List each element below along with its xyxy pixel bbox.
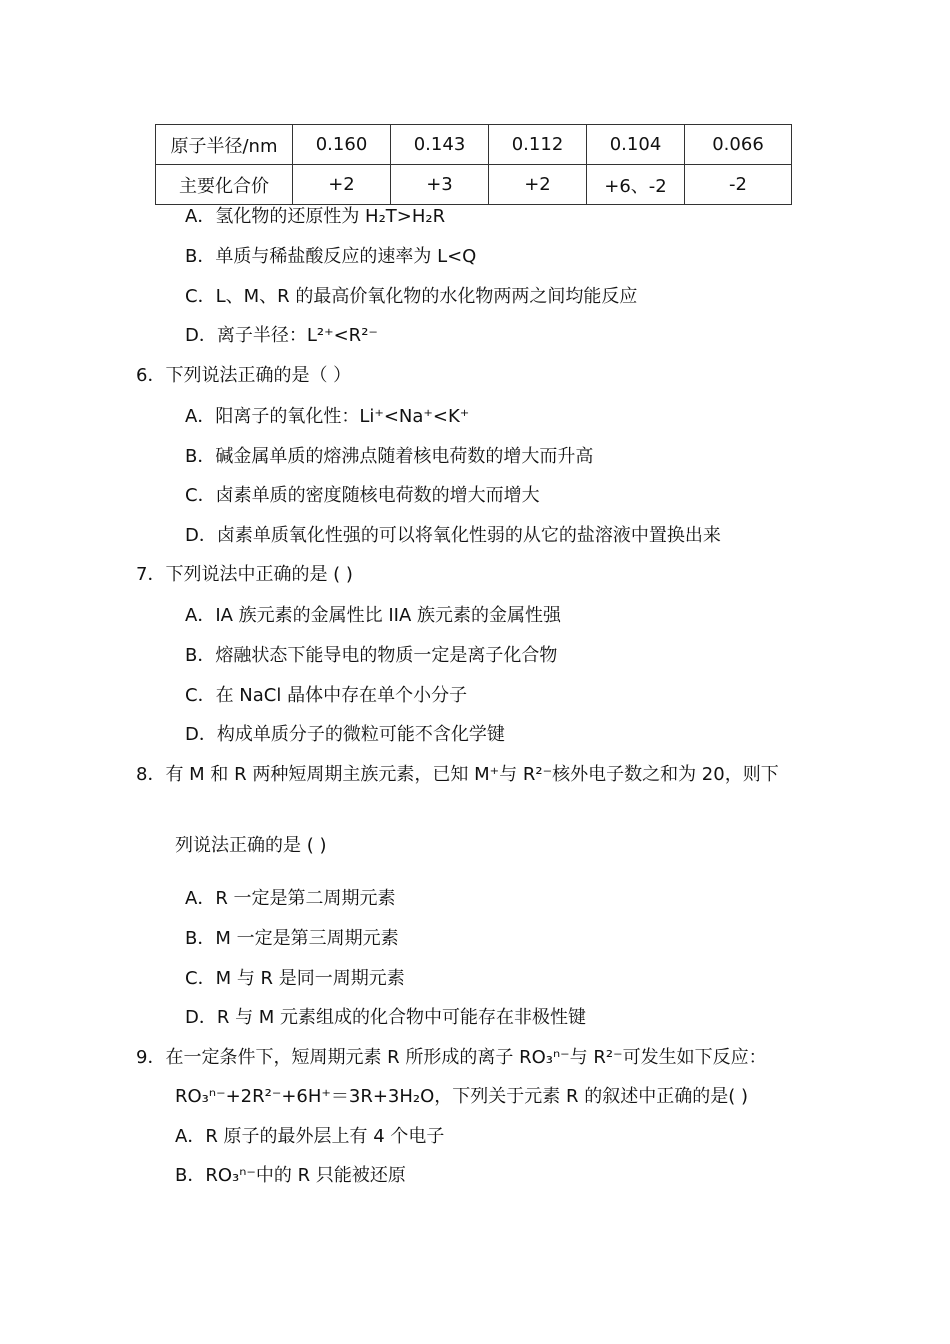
q9-reaction-equation: RO₃ⁿ⁻+2R²⁻+6H⁺＝3R+3H₂O，下列关于元素 R 的叙述中正确的是( ) xyxy=(175,1086,749,1107)
q8-option-b: B．M 一定是第三周期元素 xyxy=(185,928,399,949)
table-cell: 0.160 xyxy=(293,125,391,165)
q8-stem-continued: 列说法正确的是 ( ) xyxy=(175,835,327,856)
table-cell: 0.143 xyxy=(391,125,489,165)
q7-option-a: A．IA 族元素的金属性比 IIA 族元素的金属性强 xyxy=(185,605,562,626)
table-cell: 原子半径/nm xyxy=(156,125,293,165)
q9-option-a: A．R 原子的最外层上有 4 个电子 xyxy=(175,1126,445,1147)
table-cell: +2 xyxy=(293,165,391,205)
q5-option-d: D．离子半径：L²⁺<R²⁻ xyxy=(185,325,378,346)
q7-stem: 7．下列说法中正确的是 ( ) xyxy=(136,564,353,585)
q6-option-a: A．阳离子的氧化性：Li⁺<Na⁺<K⁺ xyxy=(185,406,470,427)
element-data-table xyxy=(155,124,792,205)
q6-stem: 6．下列说法正确的是（ ） xyxy=(136,365,352,386)
q6-option-d: D．卤素单质氧化性强的可以将氧化性弱的从它的盐溶液中置换出来 xyxy=(185,525,721,546)
q7-option-c: C．在 NaCl 晶体中存在单个小分子 xyxy=(185,685,468,706)
q5-option-b: B．单质与稀盐酸反应的速率为 L<Q xyxy=(185,246,477,267)
table-cell: +3 xyxy=(391,165,489,205)
table-cell: 0.066 xyxy=(685,125,792,165)
q5-option-a: A．氢化物的还原性为 H₂T>H₂R xyxy=(185,206,446,227)
q7-option-d: D．构成单质分子的微粒可能不含化学键 xyxy=(185,724,505,745)
table-row xyxy=(156,125,792,165)
q5-option-c: C．L、M、R 的最高价氧化物的水化物两两之间均能反应 xyxy=(185,286,638,307)
table-cell: 0.112 xyxy=(489,125,587,165)
q9-option-b: B．RO₃ⁿ⁻中的 R 只能被还原 xyxy=(175,1165,406,1186)
q8-option-d: D．R 与 M 元素组成的化合物中可能存在非极性键 xyxy=(185,1007,587,1028)
table-cell: 主要化合价 xyxy=(156,165,293,205)
q6-option-b: B．碱金属单质的熔沸点随着核电荷数的增大而升高 xyxy=(185,446,594,467)
table-row xyxy=(156,165,792,205)
q6-option-c: C．卤素单质的密度随核电荷数的增大而增大 xyxy=(185,485,540,506)
q7-option-b: B．熔融状态下能导电的物质一定是离子化合物 xyxy=(185,645,558,666)
q9-stem: 9．在一定条件下，短周期元素 R 所形成的离子 RO₃ⁿ⁻与 R²⁻可发生如下反应： xyxy=(136,1047,767,1068)
q8-stem: 8．有 M 和 R 两种短周期主族元素，已知 M⁺与 R²⁻核外电子数之和为 20，则下 xyxy=(136,764,779,785)
table-cell: -2 xyxy=(685,165,792,205)
table-cell: 0.104 xyxy=(587,125,685,165)
q8-option-c: C．M 与 R 是同一周期元素 xyxy=(185,968,405,989)
table-cell: +2 xyxy=(489,165,587,205)
table-cell: +6、-2 xyxy=(587,165,685,205)
q8-option-a: A．R 一定是第二周期元素 xyxy=(185,888,396,909)
